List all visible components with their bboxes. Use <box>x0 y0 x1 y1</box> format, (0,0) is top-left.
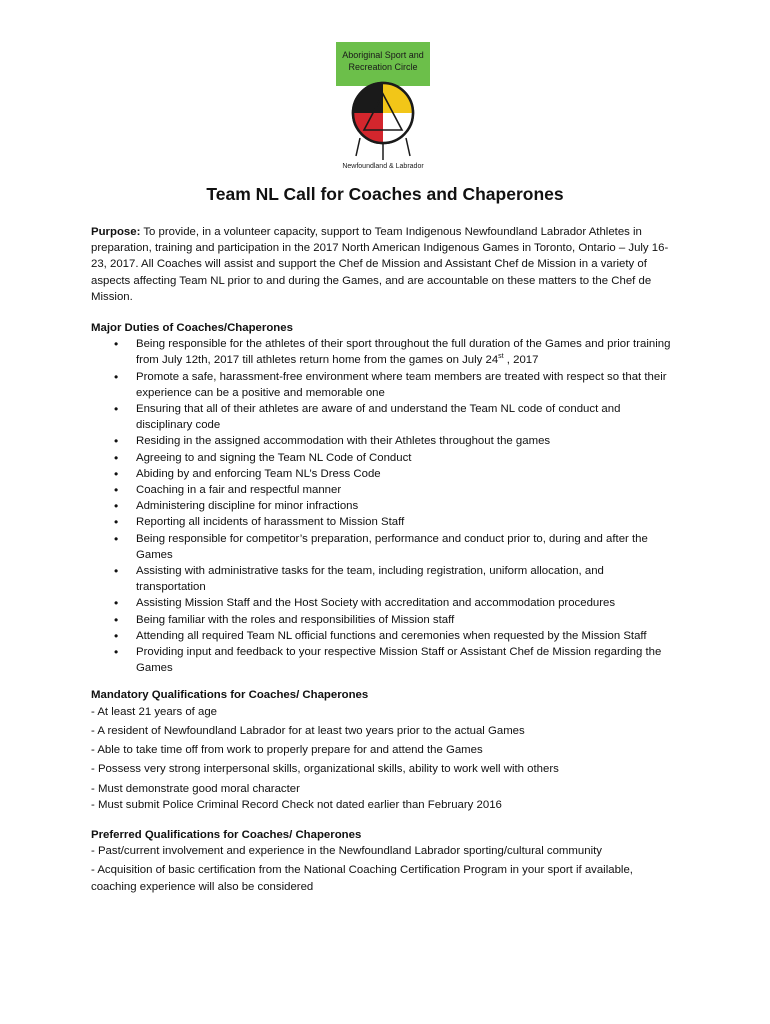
duty-item: • Agreeing to and signing the Team NL Code of Conduct <box>91 450 676 466</box>
purpose-label: Purpose: <box>91 226 141 238</box>
preferred-line: - Past/current involvement and experience in the Newfoundland Labrador sporting/cultural community <box>91 845 602 858</box>
logo-top-text-1: Aboriginal Sport and <box>342 50 424 60</box>
duty-item: • Abiding by and enforcing Team NL’s Dress Code <box>91 466 676 482</box>
document-title: Team NL Call for Coaches and Chaperones <box>206 184 564 204</box>
logo-feather-right <box>406 138 410 156</box>
duty-item: • Providing input and feedback to your respective Mission Staff or Assistant Chef de Mission regarding the Games <box>91 644 676 676</box>
mandatory-line: - A resident of Newfoundland Labrador for at least two years prior to the actual Games <box>91 724 525 737</box>
duty-item <box>91 336 676 368</box>
purpose-paragraph <box>91 224 676 305</box>
duties-list <box>91 336 676 676</box>
logo-feather-left <box>356 138 360 156</box>
preferred-line: - Acquisition of basic certification from the National Coaching Certification Program in your sport if available, coaching experience will also be considered <box>91 864 633 893</box>
document-body <box>91 224 676 895</box>
duty-item-text-suffix: , 2017 <box>503 354 539 367</box>
duty-item: • Reporting all incidents of harassment to Mission Staff <box>91 514 676 530</box>
mandatory-line: - Must submit Police Criminal Record Check not dated earlier than February 2016 <box>91 798 502 811</box>
mandatory-line: - Possess very strong interpersonal skills, organizational skills, ability to work well with others <box>91 763 559 776</box>
aboriginal-sport-circle-logo <box>330 38 436 170</box>
duty-item: • Being familiar with the roles and responsibilities of Mission staff <box>91 612 676 628</box>
mandatory-line: - At least 21 years of age <box>91 705 218 718</box>
mandatory-heading: Mandatory Qualifications for Coaches/ Chaperones <box>91 689 369 702</box>
duty-item-superscript: st <box>498 353 504 361</box>
duty-item: • Assisting with administrative tasks for the team, including registration, uniform allocation, and transportation <box>91 563 676 595</box>
logo-bottom-text: Newfoundland & Labrador <box>342 163 424 170</box>
logo-top-text-2: Recreation Circle <box>348 62 418 72</box>
duty-item: • Attending all required Team NL official functions and ceremonies when requested by the Mission Staff <box>91 628 676 644</box>
duty-item-text: Being responsible for the athletes of their sport throughout the full duration of the Games and prior training from July 12th, 2017 till athletes return home from the games on July 24 <box>136 338 671 367</box>
duties-heading: Major Duties of Coaches/Chaperones <box>91 322 293 335</box>
purpose-text: To provide, in a volunteer capacity, support to Team Indigenous Newfoundland Labrador Athletes in preparation, training and participation in the 2017 North American Indigenous Games in Toronto, Ontario – July 16-23, 2017. All Coaches will assist and support the Chef de Mission and Assistant Chef de Mission in a variety of aspects affecting Team NL prior to and during the Games, and are accountable on these matters to the Chef de Mission. <box>91 226 669 303</box>
duty-item: • Residing in the assigned accommodation with their Athletes throughout the games <box>91 433 676 449</box>
duty-item: • Assisting Mission Staff and the Host Society with accreditation and accommodation procedures <box>91 595 676 611</box>
duty-item: • Promote a safe, harassment-free environment where team members are treated with respect so that their experience can be a positive and memorable one <box>91 369 676 401</box>
duty-item: • Being responsible for competitor’s preparation, performance and conduct prior to, during and after the Games <box>91 531 676 563</box>
mandatory-line: - Able to take time off from work to properly prepare for and attend the Games <box>91 744 483 757</box>
mandatory-line: - Must demonstrate good moral character <box>91 782 300 795</box>
preferred-heading: Preferred Qualifications for Coaches/ Chaperones <box>91 828 362 841</box>
duty-item: • Ensuring that all of their athletes are aware of and understand the Team NL code of conduct and disciplinary code <box>91 401 676 433</box>
duty-item: • Administering discipline for minor infractions <box>91 498 676 514</box>
duty-item: • Coaching in a fair and respectful manner <box>91 482 676 498</box>
